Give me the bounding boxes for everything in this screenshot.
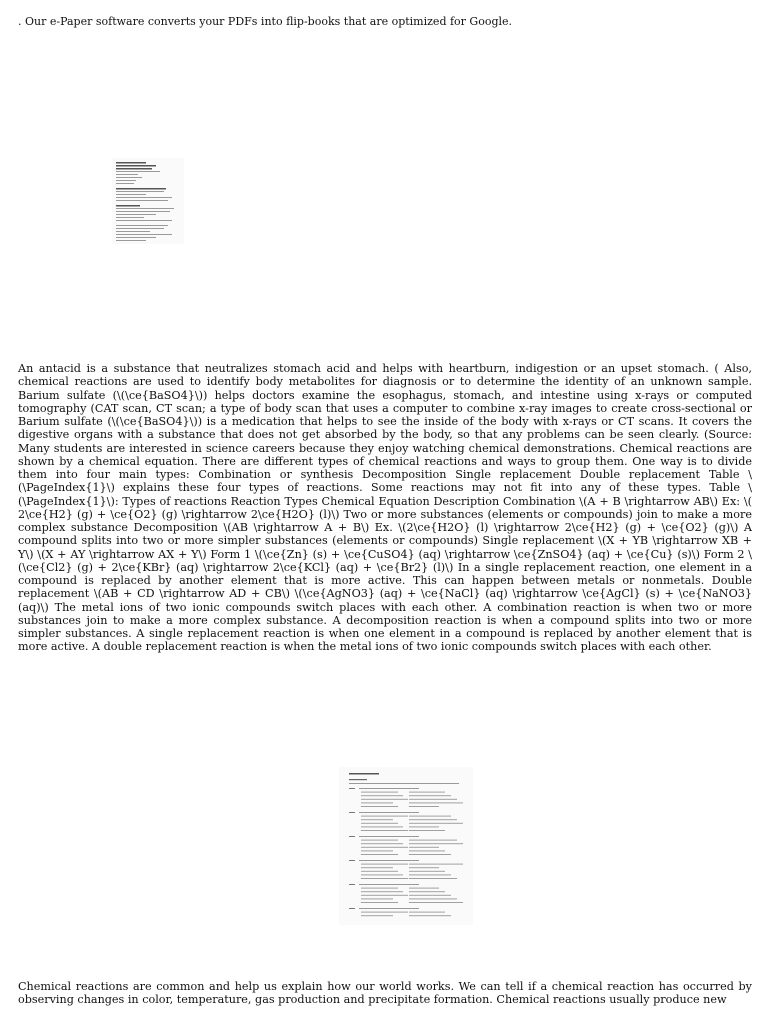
thumbnail-text-line <box>409 895 451 896</box>
thumbnail-text-line <box>361 843 403 844</box>
thumbnail-text-line <box>361 854 398 855</box>
thumbnail-text-line <box>409 830 445 831</box>
thumbnail-text-line <box>116 188 166 190</box>
thumbnail-text-line <box>409 854 451 855</box>
thumbnail-text-line <box>116 214 156 215</box>
thumbnail-text-line <box>349 788 355 789</box>
thumbnail-text-line <box>349 860 355 861</box>
thumbnail-text-line <box>409 802 463 803</box>
worksheet-page-thumbnail-icon <box>339 767 473 925</box>
thumbnail-text-line <box>409 826 439 827</box>
thumbnail-text-line <box>361 864 408 865</box>
thumbnail-text-line <box>361 840 398 841</box>
thumbnail-text-line <box>409 843 463 844</box>
document-page-thumbnail-icon <box>112 158 184 244</box>
thumbnail-text-line <box>116 228 164 229</box>
thumbnail-text-line <box>349 773 379 775</box>
thumbnail-text-line <box>409 799 457 800</box>
thumbnail-text-line <box>116 162 146 164</box>
thumbnail-text-line <box>116 211 170 212</box>
thumbnail-text-line <box>409 806 439 807</box>
thumbnail-text-line <box>361 912 408 913</box>
thumbnail-text-line <box>409 898 457 899</box>
thumbnail-text-line <box>361 816 408 817</box>
thumbnail-text-line <box>409 871 445 872</box>
thumbnail-text-line <box>116 225 168 226</box>
thumbnail-text-line <box>361 792 398 793</box>
thumbnail-text-line <box>361 871 398 872</box>
thumbnail-text-line <box>349 884 355 885</box>
thumbnail-text-line <box>116 177 142 178</box>
thumbnail-text-line <box>409 823 463 824</box>
thumbnail-text-line <box>349 836 355 837</box>
thumbnail-text-line <box>116 197 172 198</box>
thumbnail-text-line <box>361 867 393 868</box>
thumbnail-text-line <box>116 194 146 195</box>
thumbnail-text-line <box>361 819 393 820</box>
thumbnail-text-line <box>361 802 393 803</box>
thumbnail-text-line <box>361 795 403 796</box>
thumbnail-text-line <box>409 874 451 875</box>
thumbnail-text-line <box>409 864 463 865</box>
thumbnail-text-line <box>361 806 398 807</box>
thumbnail-text-line <box>116 234 172 235</box>
thumbnail-text-line <box>116 217 144 218</box>
thumbnail-text-line <box>116 168 152 170</box>
thumbnail-text-line <box>116 183 134 184</box>
thumbnail-text-line <box>409 878 457 879</box>
thumbnail-text-line <box>361 878 408 879</box>
thumbnail-text-line <box>409 912 445 913</box>
thumbnail-text-line <box>361 895 408 896</box>
thumbnail-text-line <box>409 850 445 851</box>
thumbnail-text-line <box>349 783 459 784</box>
thumbnail-text-line <box>409 847 439 848</box>
thumbnail-text-line <box>361 823 398 824</box>
body-paragraph-main: An antacid is a substance that neutralizes stomach acid and helps with heartburn, indigestion or an upset stomach. ( Also, chemical reactions are used to identify body metabolites for diagnosis or to determine the identity of an unknown sample. Barium sulfate (\(\ce{BaSO4}\)) helps doctors examine the esophagus, stomach, and intestine using x-rays or computed tomography (CAT scan, CT scan; a type of body scan that uses a computer to combine x-ray images to create cross-sectional or Barium sulfate (\(\ce{BaSO4}\)) is a medication that helps to see the inside of the body with x-rays or CT scans. It covers the digestive organs with a substance that does not get absorbed by the body, so that any problems can be seen clearly. (Source: Many students are interested in science careers because they enjoy watching chemical demonstrations. Chemical reactions are shown by a chemical equation. There are different types of chemical reactions and ways to group them. One way is to divide them into four main types: Combination or synthesis Decomposition Single replacement Double replacement Table \(\PageIndex{1}\) explains these four types of reactions. Some reactions may not fit into any of these types. Table \(\PageIndex{1}\): Types of reactions Reaction Types Chemical Equation Description Combination \(A + B \rightarrow AB\) Ex: \( 2\ce{H2} (g) + \ce{O2} (g) \rightarrow 2\ce{H2O} (l)\) Two or more substances (elements or compounds) join to make a more complex substance Decomposition \(AB \rightarrow A + B\) Ex. \(2\ce{H2O} (l) \rightarrow 2\ce{H2} (g) + \ce{O2} (g)\) A compound splits into two or more simpler substances (elements or compounds) Single replacement \(X + YB \rightarrow XB + Y\) \(X + AY \rightarrow AX + Y\) Form 1 \(\ce{Zn} (s) + \ce{CuSO4} (aq) \rightarrow \ce{ZnSO4} (aq) + \ce{Cu} (s)\) Form 2 \(\ce{Cl2} (g) + 2\ce{KBr} (aq) \rightarrow 2\ce{KCl} (aq) + \ce{Br2} (l)\) In a single replacement reaction, one element in a compound is replaced by another element that is more active. This can happen between metals or nonmetals. Double replacement \(AB + CD \rightarrow AD + CB\) \(\ce{AgNO3} (aq) + \ce{NaCl} (aq) \rightarrow \ce{AgCl} (s) + \ce{NaNO3} (aq)\) The metal ions of two ionic compounds switch places with each other. A combination reaction is when two or more substances join to make a more complex substance. A decomposition reaction is when a compound splits into two or more simpler substances. A single replacement reaction is when one element in a compound is replaced by another element that is more active. A double replacement reaction is when the metal ions of two ionic compounds switch places with each other. <box>18 362 752 654</box>
thumbnail-text-line <box>409 792 445 793</box>
thumbnail-text-line <box>361 826 403 827</box>
thumbnail-text-line <box>359 860 419 861</box>
thumbnail-text-line <box>359 908 419 909</box>
thumbnail-text-line <box>361 847 408 848</box>
thumbnail-text-line <box>361 915 393 916</box>
body-paragraph-bottom: Chemical reactions are common and help us explain how our world works. We can tell if a chemical reaction has occurred by observing changes in color, temperature, gas production and precipitate formation. Chemical reactions usually produce new <box>18 980 752 1007</box>
thumbnail-text-line <box>361 902 398 903</box>
thumbnail-text-line <box>359 836 419 837</box>
thumbnail-text-line <box>409 816 451 817</box>
thumbnail-text-line <box>116 231 150 232</box>
thumbnail-text-line <box>116 205 140 207</box>
thumbnail-text-line <box>359 884 419 885</box>
thumbnail-text-line <box>116 208 174 209</box>
thumbnail-text-line <box>409 915 451 916</box>
thumbnail-text-line <box>116 191 164 192</box>
thumbnail-text-line <box>361 898 393 899</box>
thumbnail-text-line <box>116 165 156 167</box>
thumbnail-text-line <box>116 200 168 201</box>
thumbnail-text-line <box>361 799 408 800</box>
thumbnail-text-line <box>349 812 355 813</box>
thumbnail-text-line <box>361 874 403 875</box>
thumbnail-text-line <box>409 888 439 889</box>
thumbnail-text-line <box>116 220 172 221</box>
thumbnail-text-line <box>409 840 457 841</box>
thumbnail-text-line <box>349 779 367 780</box>
intro-text: . Our e-Paper software converts your PDFs into flip-books that are optimized for Google. <box>18 15 513 28</box>
thumbnail-text-line <box>116 240 146 241</box>
thumbnail-text-line <box>361 888 398 889</box>
thumbnail-text-line <box>361 891 403 892</box>
thumbnail-text-line <box>116 237 156 238</box>
thumbnail-text-line <box>409 867 439 868</box>
thumbnail-text-line <box>409 902 463 903</box>
thumbnail-text-line <box>116 174 138 175</box>
thumbnail-text-line <box>409 891 445 892</box>
thumbnail-text-line <box>361 830 408 831</box>
thumbnail-text-line <box>116 171 160 172</box>
thumbnail-text-line <box>116 180 136 181</box>
thumbnail-text-line <box>361 850 393 851</box>
thumbnail-text-line <box>349 908 355 909</box>
thumbnail-text-line <box>359 788 419 789</box>
thumbnail-text-line <box>359 812 419 813</box>
thumbnail-text-line <box>409 795 451 796</box>
thumbnail-text-line <box>409 819 457 820</box>
